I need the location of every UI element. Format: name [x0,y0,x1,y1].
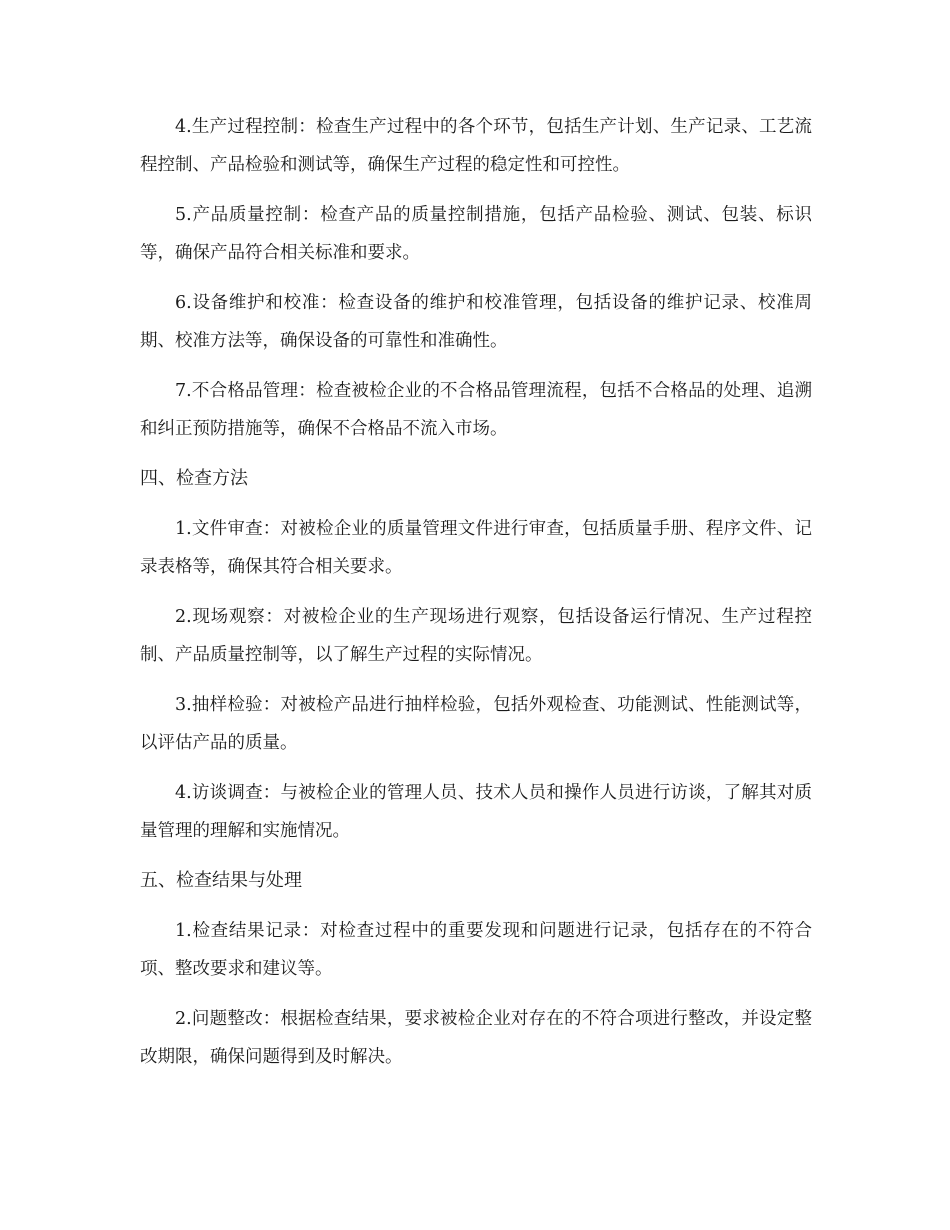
paragraph-equipment-maintenance-calibration: 6.设备维护和校准：检查设备的维护和校准管理，包括设备的维护记录、校准周期、校准方法等，确保设备的可靠性和准确性。 [140,293,812,351]
paragraph-interview-survey: 4.访谈调查：与被检企业的管理人员、技术人员和操作人员进行访谈，了解其对质量管理的理解和实施情况。 [140,783,812,841]
paragraph-production-process-control: 4.生产过程控制：检查生产过程中的各个环节，包括生产计划、生产记录、工艺流程控制、产品检验和测试等，确保生产过程的稳定性和可控性。 [140,117,812,175]
paragraph-onsite-observation: 2.现场观察：对被检企业的生产现场进行观察，包括设备运行情况、生产过程控制、产品质量控制等，以了解生产过程的实际情况。 [140,607,812,665]
paragraph-nonconforming-product-management: 7.不合格品管理：检查被检企业的不合格品管理流程，包括不合格品的处理、追溯和纠正预防措施等，确保不合格品不流入市场。 [140,381,812,439]
paragraph-sampling-inspection: 3.抽样检验：对被检产品进行抽样检验，包括外观检查、功能测试、性能测试等，以评估产品的质量。 [140,695,812,753]
paragraph-issue-rectification: 2.问题整改：根据检查结果，要求被检企业对存在的不符合项进行整改，并设定整改期限，确保问题得到及时解决。 [140,1009,812,1067]
paragraph-document-review: 1.文件审查：对被检企业的质量管理文件进行审查，包括质量手册、程序文件、记录表格等，确保其符合相关要求。 [140,519,812,577]
document-body [140,108,812,1088]
paragraph-product-quality-control: 5.产品质量控制：检查产品的质量控制措施，包括产品检验、测试、包装、标识等，确保产品符合相关标准和要求。 [140,205,812,263]
section-heading-results-handling: 五、检查结果与处理 [140,870,302,891]
paragraph-results-recording: 1.检查结果记录：对检查过程中的重要发现和问题进行记录，包括存在的不符合项、整改要求和建议等。 [140,921,812,979]
section-heading-inspection-methods: 四、检查方法 [140,468,248,489]
